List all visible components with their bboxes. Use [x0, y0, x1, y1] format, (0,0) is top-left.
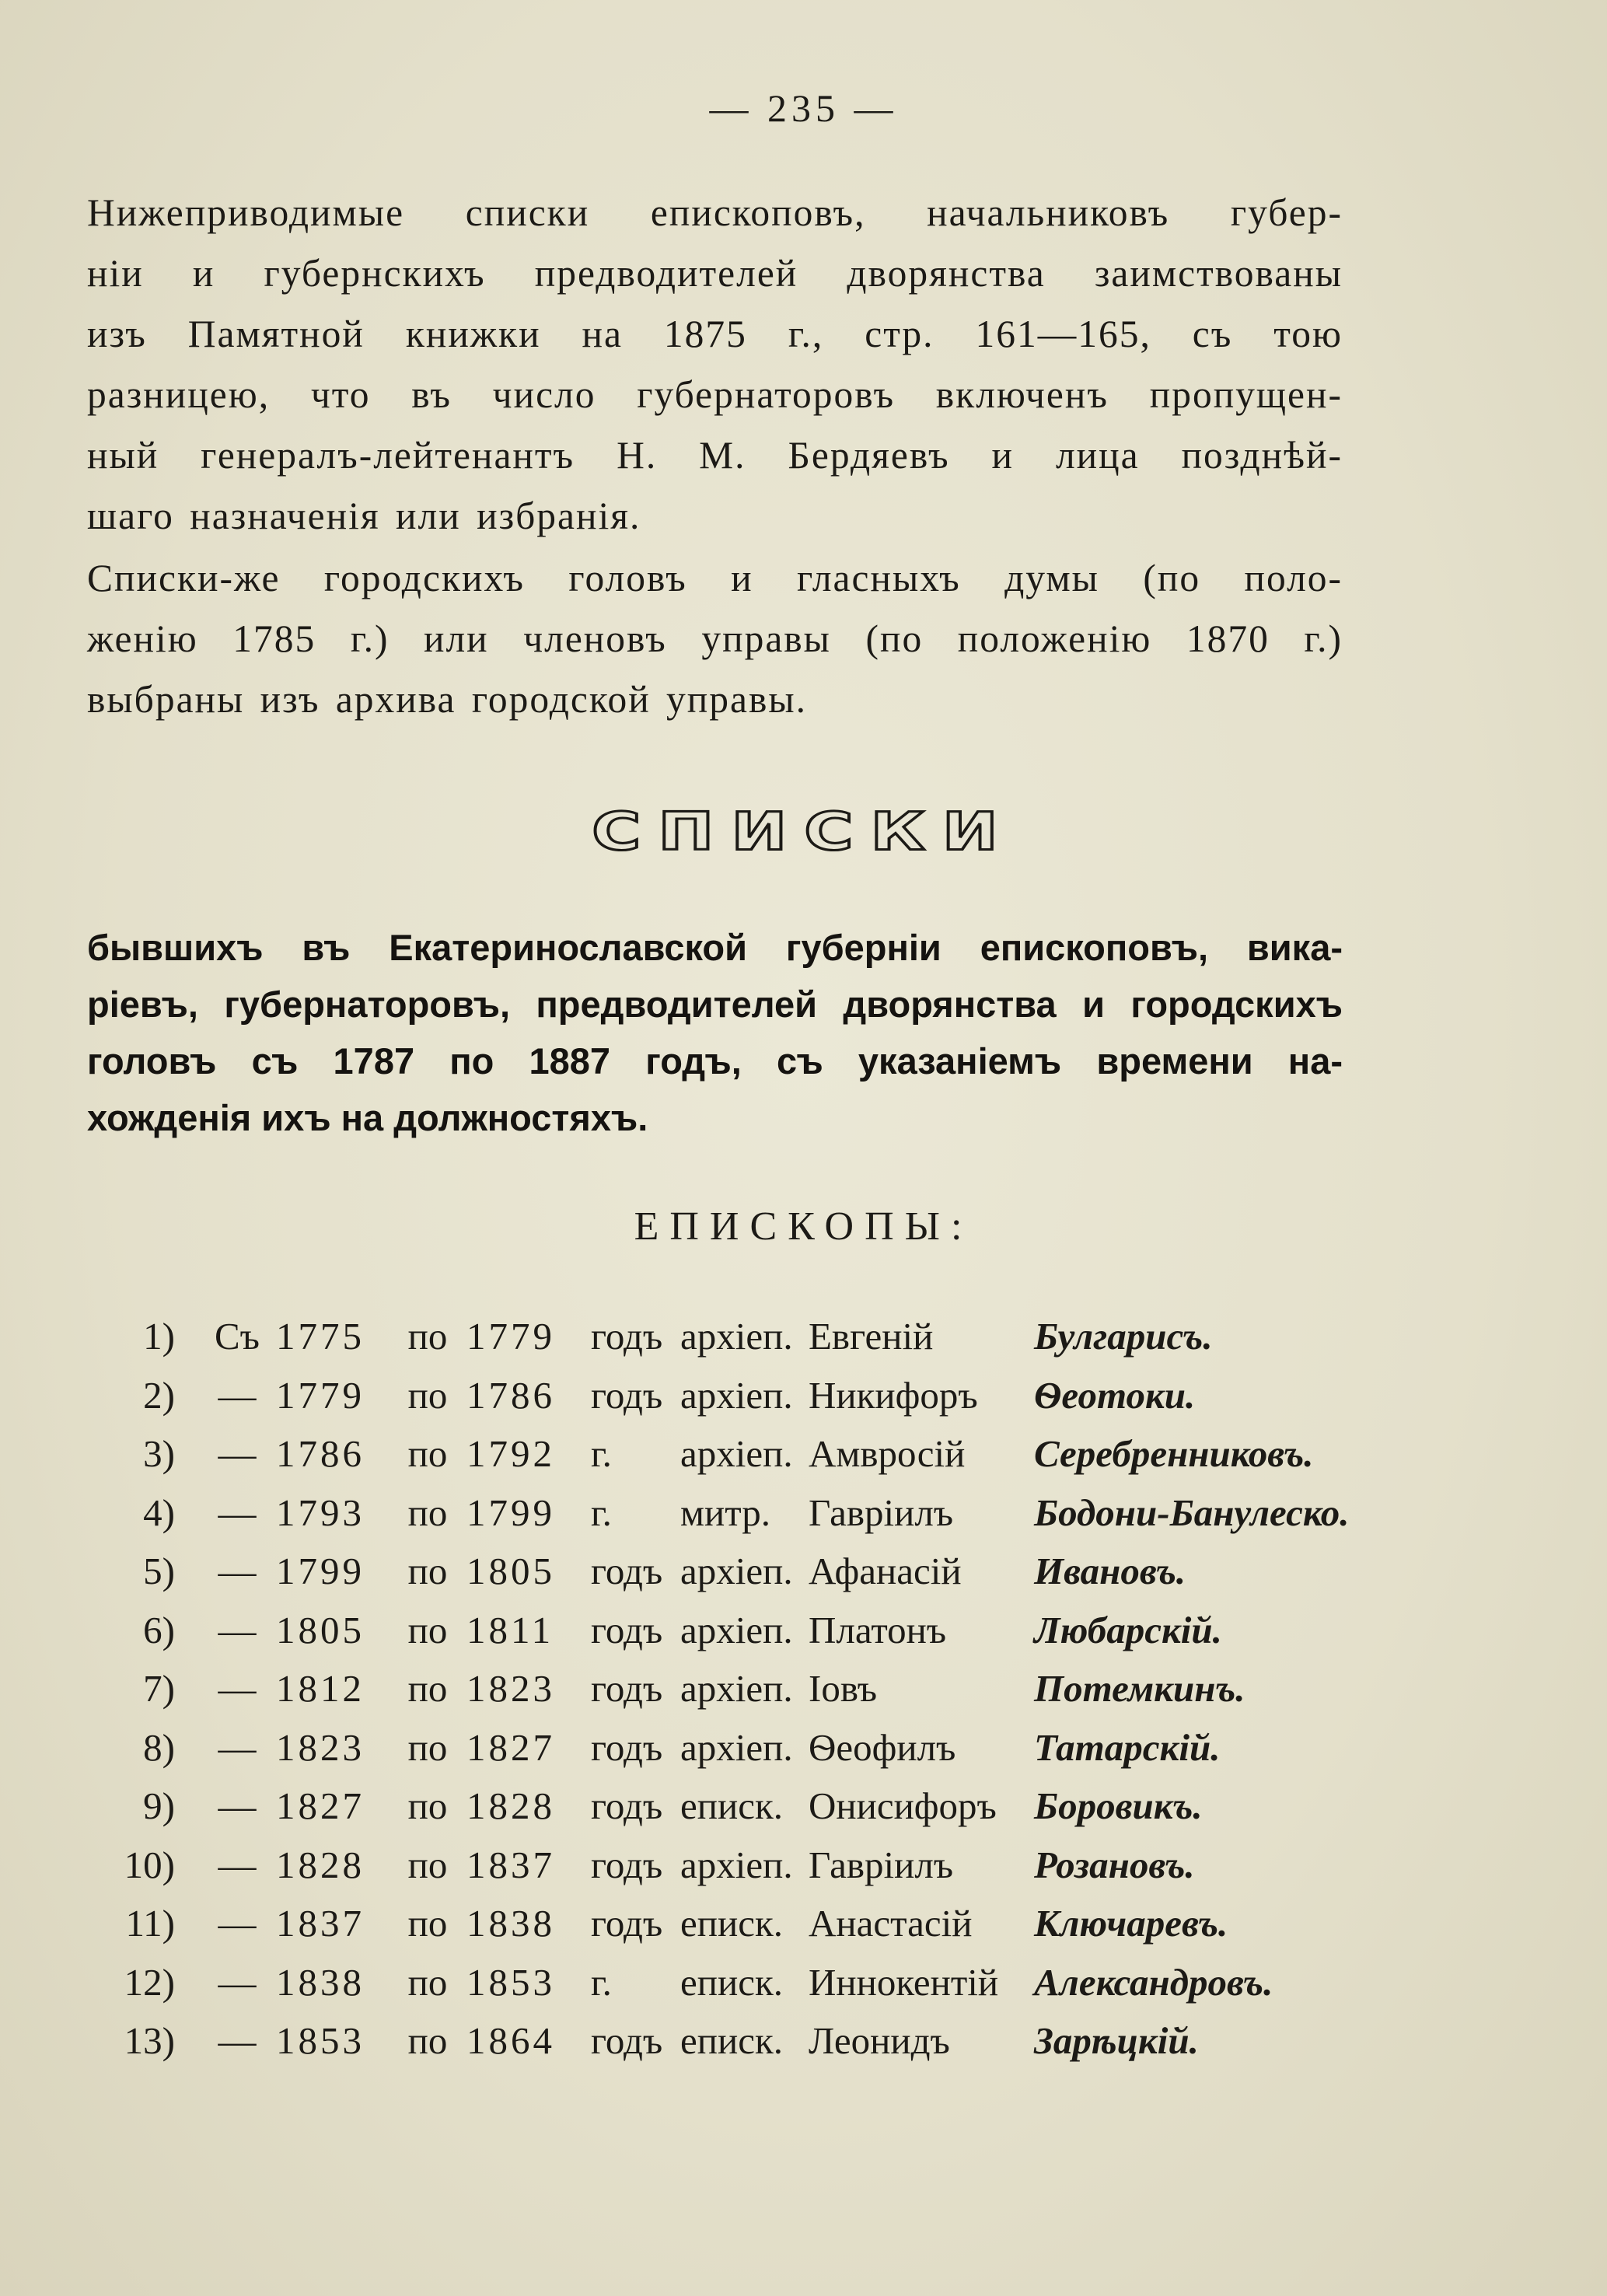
preposition: по [407, 1960, 448, 2004]
year-to: 1864 [466, 2019, 555, 2062]
year-to: 1805 [466, 1550, 555, 1592]
page-number: — 235 — [709, 86, 898, 130]
year-from: 1838 [276, 1960, 365, 2004]
intro-line: шаго назначенія или избранія. [87, 494, 641, 537]
bishop-row [101, 1843, 1361, 1902]
year-to: 1853 [466, 1960, 555, 2004]
preposition: по [407, 1667, 448, 1710]
year-to: 1779 [466, 1315, 555, 1358]
surname: Булгарисъ. [1034, 1315, 1213, 1358]
subtitle-line: бывшихъ въ Екатеринославской губерніи епископовъ, вика- [87, 927, 1343, 968]
given-name: Афанасій [809, 1550, 962, 1592]
intro-line: ный генералъ-лейтенантъ Н. М. Бердяевъ и лица позднѣй- [87, 434, 1343, 477]
surname: Бодони-Банулеско. [1034, 1490, 1350, 1534]
surname: Александровъ. [1034, 1960, 1273, 2004]
clerical-rank: архіеп. [680, 1432, 793, 1475]
given-name: Леонидъ [809, 2019, 950, 2062]
bishop-row [101, 1784, 1361, 1843]
year-unit: годъ [591, 1784, 663, 1827]
bishop-row [101, 1666, 1361, 1725]
entry-prefix: — [218, 1432, 257, 1475]
clerical-rank: архіеп. [680, 1373, 793, 1417]
year-to: 1786 [466, 1373, 555, 1417]
preposition: по [407, 1373, 448, 1417]
given-name: Евгеній [809, 1315, 934, 1358]
preposition: по [407, 1608, 448, 1651]
preposition: по [407, 1902, 448, 1945]
intro-paragraph-1 [87, 183, 1343, 547]
clerical-rank: еписк. [680, 1784, 783, 1827]
bishop-row [101, 1490, 1361, 1550]
given-name: Онисифоръ [809, 1784, 997, 1827]
surname: Потемкинъ. [1034, 1667, 1245, 1710]
preposition: по [407, 1784, 448, 1827]
year-unit: годъ [591, 1725, 663, 1769]
bishop-row [101, 1725, 1361, 1784]
entry-prefix: — [218, 1902, 257, 1945]
year-from: 1853 [276, 2019, 365, 2062]
given-name: Гавріилъ [809, 1490, 954, 1534]
year-to: 1837 [466, 1843, 555, 1886]
entry-prefix: — [218, 1843, 257, 1886]
entry-prefix: Съ [214, 1315, 260, 1358]
bishop-row [101, 1549, 1361, 1608]
preposition: по [407, 1490, 448, 1534]
entry-number: 10) [124, 1843, 175, 1886]
given-name: Гавріилъ [809, 1843, 954, 1886]
surname: Ивановъ. [1034, 1550, 1186, 1592]
surname: Розановъ. [1034, 1843, 1195, 1886]
entry-number: 8) [143, 1725, 175, 1769]
clerical-rank: архіеп. [680, 1843, 793, 1886]
preposition: по [407, 1843, 448, 1886]
clerical-rank: архіеп. [680, 1725, 793, 1769]
preposition: по [407, 2019, 448, 2062]
subtitle-line: головъ съ 1787 по 1887 годъ, съ указаніемъ времени на- [87, 1040, 1343, 1082]
subtitle-line: ріевъ, губернаторовъ, предводителей дворянства и городскихъ [87, 984, 1343, 1025]
year-unit: годъ [591, 1608, 663, 1651]
year-unit: годъ [591, 1373, 663, 1417]
entry-number: 12) [124, 1960, 175, 2004]
clerical-rank: еписк. [680, 1960, 783, 2004]
entry-number: 2) [143, 1373, 175, 1417]
year-unit: г. [591, 1490, 612, 1534]
entry-prefix: — [218, 1725, 257, 1769]
bishop-row [101, 1608, 1361, 1667]
preposition: по [407, 1550, 448, 1592]
year-unit: г. [591, 1960, 612, 2004]
clerical-rank: архіеп. [680, 1608, 793, 1651]
entry-number: 1) [143, 1315, 175, 1358]
clerical-rank: архіеп. [680, 1550, 793, 1592]
entry-number: 3) [143, 1432, 175, 1475]
year-to: 1811 [466, 1608, 554, 1651]
intro-line: ніи и губернскихъ предводителей дворянства заимствованы [87, 252, 1343, 295]
entry-number: 9) [143, 1784, 175, 1827]
year-unit: г. [591, 1432, 612, 1475]
clerical-rank: еписк. [680, 1902, 783, 1945]
year-to: 1799 [466, 1490, 555, 1534]
clerical-rank: архіеп. [680, 1315, 793, 1358]
year-from: 1786 [276, 1432, 365, 1475]
year-unit: годъ [591, 1550, 663, 1592]
bishop-row [101, 1314, 1361, 1373]
surname: Ключаревъ. [1034, 1902, 1228, 1945]
given-name: Ѳеофилъ [809, 1725, 956, 1769]
intro-line: разницею, что въ число губернаторовъ включенъ пропущен- [87, 373, 1343, 416]
year-from: 1823 [276, 1725, 365, 1769]
given-name: Амвросій [809, 1432, 966, 1475]
intro-line: выбраны изъ архива городской управы. [87, 678, 808, 721]
surname: Татарскій. [1034, 1725, 1221, 1769]
subtitle-line: хожденія ихъ на должностяхъ. [87, 1097, 648, 1138]
entry-prefix: — [218, 1608, 257, 1651]
year-from: 1793 [276, 1490, 365, 1534]
entry-number: 11) [125, 1902, 175, 1945]
year-from: 1828 [276, 1843, 365, 1886]
surname: Серебренниковъ. [1034, 1432, 1314, 1475]
surname: Любарскій. [1034, 1608, 1222, 1651]
bishops-list [101, 1314, 1361, 2078]
entry-number: 13) [124, 2019, 175, 2062]
intro-line: Нижеприводимые списки епископовъ, начальниковъ губер- [87, 191, 1343, 234]
entry-prefix: — [218, 1784, 257, 1827]
year-to: 1827 [466, 1725, 555, 1769]
year-from: 1775 [276, 1315, 365, 1358]
intro-line: Списки-же городскихъ головъ и гласныхъ думы (по поло- [87, 557, 1343, 599]
year-from: 1837 [276, 1902, 365, 1945]
intro-paragraph-2 [87, 548, 1343, 730]
year-unit: годъ [591, 1315, 663, 1358]
bishop-row [101, 1901, 1361, 1960]
entry-number: 6) [143, 1608, 175, 1651]
entry-number: 5) [143, 1550, 175, 1592]
year-to: 1792 [466, 1432, 555, 1475]
preposition: по [407, 1725, 448, 1769]
surname: Боровикъ. [1034, 1784, 1203, 1827]
intro-line: изъ Памятной книжки на 1875 г., стр. 161—165, съ тою [87, 313, 1343, 355]
year-from: 1827 [276, 1784, 365, 1827]
surname: Ѳеотоки. [1034, 1373, 1196, 1417]
given-name: Платонъ [809, 1608, 947, 1651]
entry-prefix: — [218, 1960, 257, 2004]
year-unit: годъ [591, 1843, 663, 1886]
entry-number: 7) [143, 1667, 175, 1710]
surname: Зарѣцкій. [1034, 2019, 1199, 2062]
year-to: 1828 [466, 1784, 555, 1827]
clerical-rank: архіеп. [680, 1667, 793, 1710]
preposition: по [407, 1315, 448, 1358]
year-from: 1779 [276, 1373, 365, 1417]
year-unit: годъ [591, 2019, 663, 2062]
preposition: по [407, 1432, 448, 1475]
section-heading-bishops: ЕПИСКОПЫ: [634, 1204, 973, 1249]
entry-prefix: — [218, 1373, 257, 1417]
lists-subtitle [87, 919, 1343, 1146]
year-from: 1805 [276, 1608, 365, 1651]
lists-title: СПИСКИ [592, 802, 1015, 862]
year-unit: годъ [591, 1667, 663, 1710]
given-name: Анастасій [809, 1902, 973, 1945]
bishop-row [101, 2018, 1361, 2078]
bishop-row [101, 1373, 1361, 1432]
year-to: 1823 [466, 1667, 555, 1710]
year-unit: годъ [591, 1902, 663, 1945]
year-to: 1838 [466, 1902, 555, 1945]
given-name: Іовъ [809, 1667, 878, 1710]
year-from: 1799 [276, 1550, 365, 1592]
entry-number: 4) [143, 1490, 175, 1534]
intro-line: женію 1785 г.) или членовъ управы (по положенію 1870 г.) [87, 617, 1343, 660]
year-from: 1812 [276, 1667, 365, 1710]
given-name: Иннокентій [809, 1960, 999, 2004]
given-name: Никифоръ [809, 1373, 978, 1417]
entry-prefix: — [218, 1667, 257, 1710]
entry-prefix: — [218, 2019, 257, 2062]
entry-prefix: — [218, 1550, 257, 1592]
bishop-row [101, 1960, 1361, 2019]
entry-prefix: — [218, 1490, 257, 1534]
clerical-rank: еписк. [680, 2019, 783, 2062]
clerical-rank: митр. [680, 1490, 770, 1534]
bishop-row [101, 1431, 1361, 1490]
